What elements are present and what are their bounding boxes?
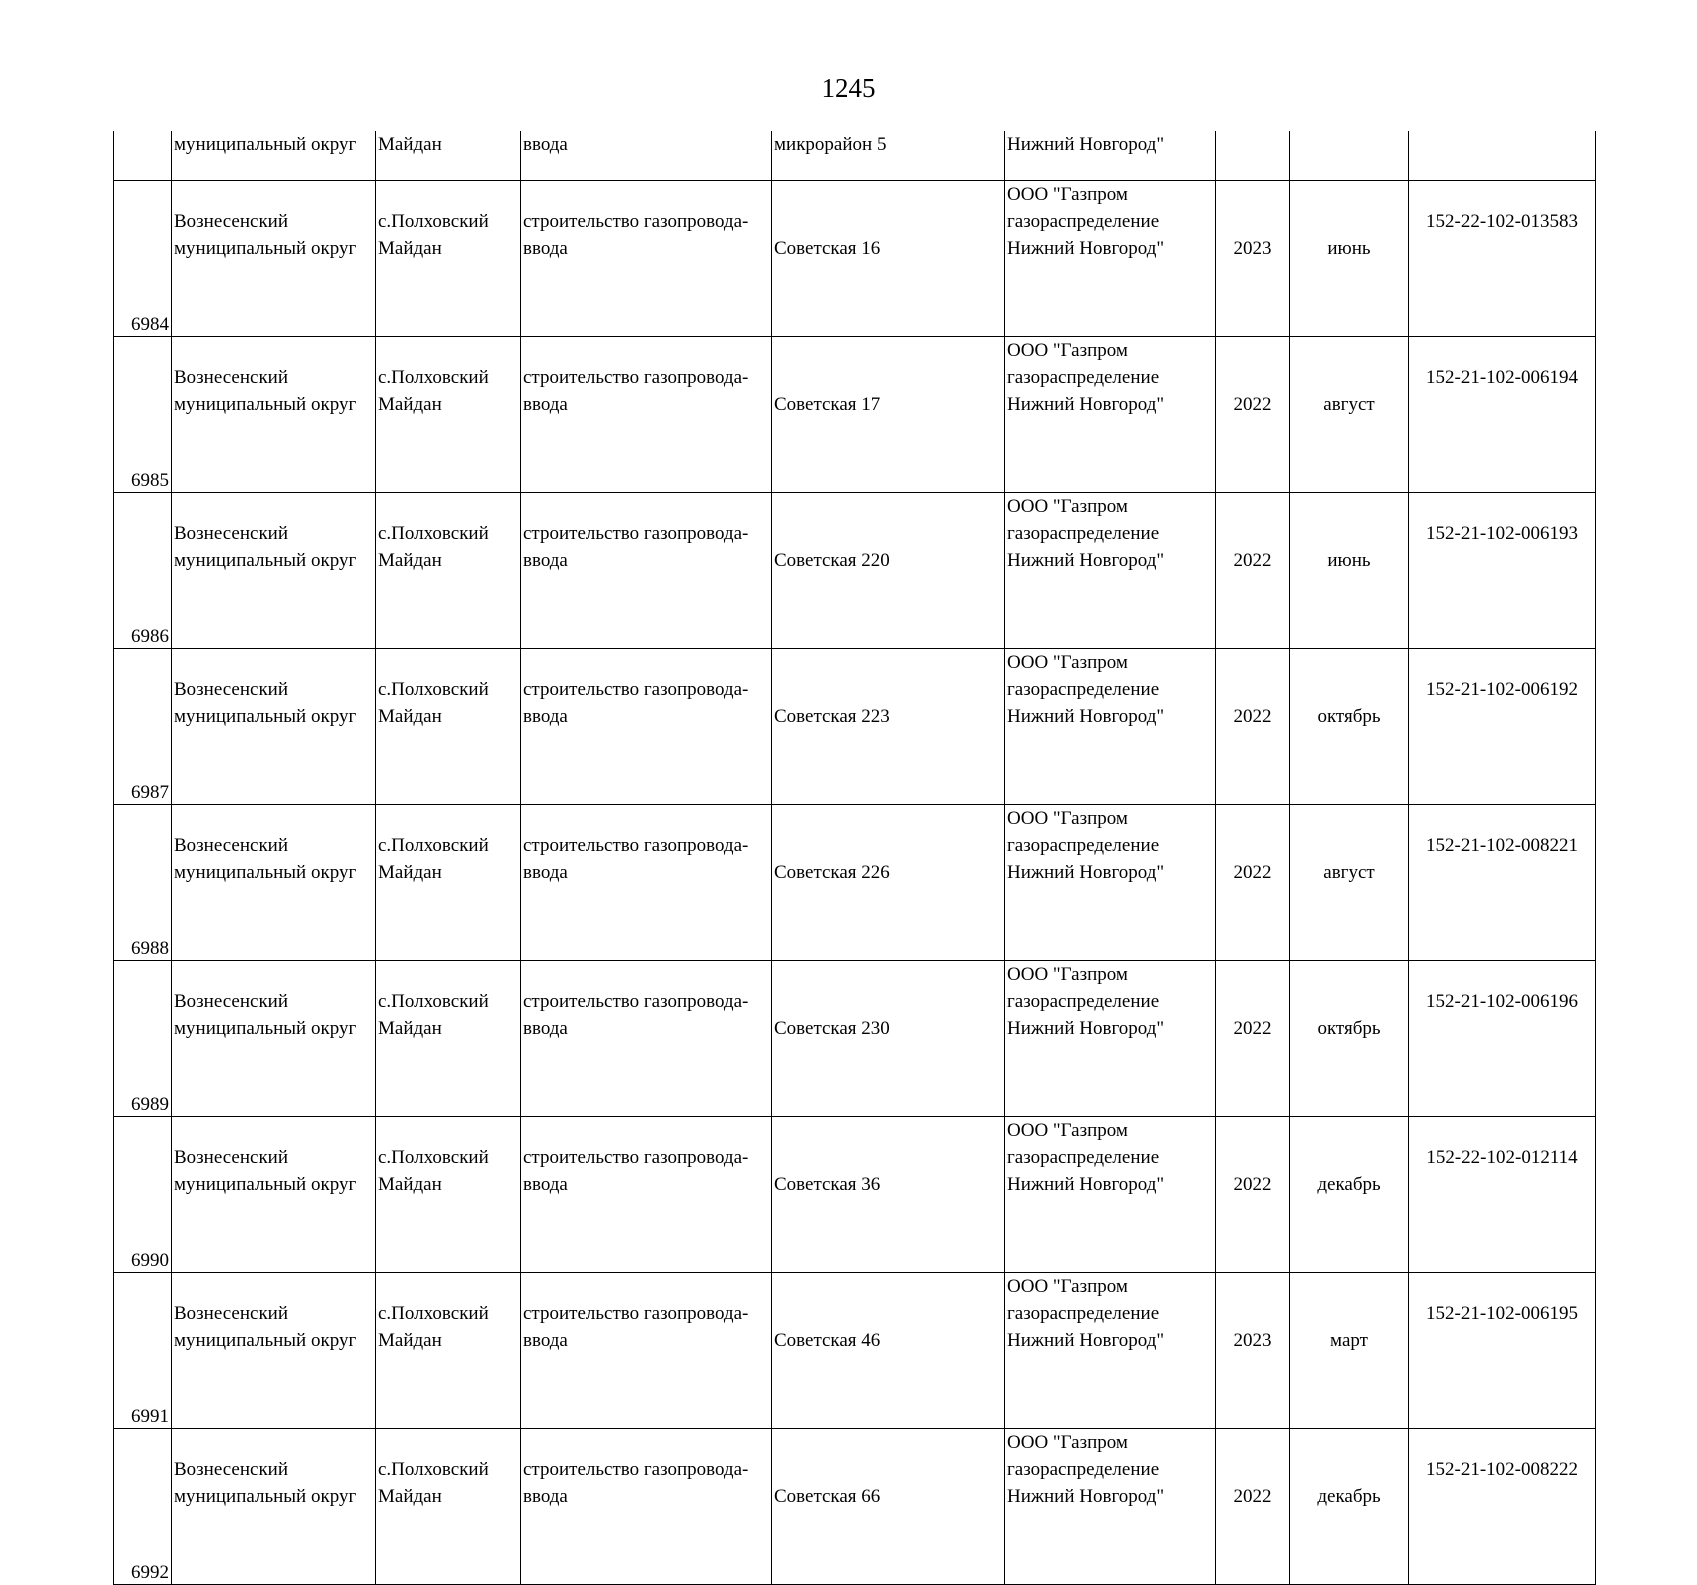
operator-line-3: Нижний Новгород" — [1007, 238, 1165, 259]
work-line-2: ввода — [523, 862, 568, 883]
work-line-2: ввода — [523, 1486, 568, 1507]
work-line-2: ввода — [523, 238, 568, 259]
operator-line-2: газораспределение — [1007, 1459, 1160, 1480]
address-cell — [772, 805, 1005, 961]
month-cell — [1290, 1273, 1409, 1429]
address-cell — [772, 493, 1005, 649]
row-number-cell — [114, 493, 172, 649]
operator-line-2: газораспределение — [1007, 679, 1160, 700]
address-text: Советская 16 — [774, 238, 881, 259]
operator-line-3: Нижний Новгород" — [1007, 862, 1165, 883]
work-type-cell — [521, 649, 772, 805]
work-line-1: строительство газопровода- — [523, 211, 749, 232]
year-cell — [1216, 1429, 1290, 1585]
operator-line-3: Нижний Новгород" — [1007, 394, 1165, 415]
row-number-cell — [114, 337, 172, 493]
district-line-1: Вознесенский — [174, 1459, 289, 1480]
village-line-2: Майдан — [378, 1486, 442, 1507]
address-text: Советская 66 — [774, 1486, 881, 1507]
village-cell — [376, 493, 521, 649]
address-text: Советская 226 — [774, 862, 890, 883]
table-row — [114, 181, 1596, 337]
district-line-2: муниципальный округ — [174, 1018, 357, 1039]
address-cell — [772, 337, 1005, 493]
operator-line-3: Нижний Новгород" — [1007, 1330, 1165, 1351]
district-line-2: муниципальный округ — [174, 550, 357, 571]
operator-line-3: Нижний Новгород" — [1007, 706, 1165, 727]
operator-line-3: Нижний Новгород" — [1007, 1018, 1165, 1039]
address-cell — [772, 1117, 1005, 1273]
code-cell — [1409, 805, 1596, 961]
village-cell — [376, 337, 521, 493]
code-text: 152-21-102-006192 — [1426, 679, 1578, 700]
month-text: август — [1323, 394, 1375, 415]
code-cell — [1409, 1117, 1596, 1273]
row-number-cell — [114, 1273, 172, 1429]
operator-line-2: газораспределение — [1007, 367, 1160, 388]
operator-cell — [1005, 337, 1216, 493]
district-line-2: муниципальный округ — [174, 1486, 357, 1507]
code-cell — [1409, 337, 1596, 493]
table-row — [114, 1117, 1596, 1273]
district-cell: муниципальный округ — [172, 131, 376, 181]
row-number-cell — [114, 1117, 172, 1273]
code-text: 152-21-102-006195 — [1426, 1303, 1578, 1324]
year-text: 2022 — [1233, 394, 1272, 415]
code-text: 152-21-102-008222 — [1426, 1459, 1578, 1480]
address-text: Советская 220 — [774, 550, 890, 571]
work-line-2: ввода — [523, 1174, 568, 1195]
district-cell — [172, 181, 376, 337]
village-line-1: с.Полховский — [378, 523, 489, 544]
address-text: Советская 36 — [774, 1174, 881, 1195]
operator-cell — [1005, 649, 1216, 805]
village-line-2: Майдан — [378, 706, 442, 727]
month-cell — [1290, 805, 1409, 961]
village-line-1: с.Полховский — [378, 1303, 489, 1324]
year-cell — [1216, 649, 1290, 805]
row-number: 6987 — [131, 782, 169, 803]
year-cell — [1216, 131, 1290, 181]
district-cell — [172, 1273, 376, 1429]
year-text: 2022 — [1233, 862, 1272, 883]
month-cell — [1290, 181, 1409, 337]
work-type-cell: ввода — [521, 131, 772, 181]
work-line-1: строительство газопровода- — [523, 991, 749, 1012]
district-line-2: муниципальный округ — [174, 862, 357, 883]
operator-line-3: Нижний Новгород" — [1007, 1174, 1165, 1195]
address-cell — [772, 961, 1005, 1117]
village-line-1: с.Полховский — [378, 1459, 489, 1480]
village-line-2: Майдан — [378, 862, 442, 883]
work-line-1: строительство газопровода- — [523, 523, 749, 544]
work-type-cell — [521, 1117, 772, 1273]
row-number: 6986 — [131, 626, 169, 647]
row-number-cell — [114, 649, 172, 805]
table-row — [114, 1273, 1596, 1429]
operator-cell — [1005, 805, 1216, 961]
gasification-table — [113, 131, 1596, 1585]
operator-line-1: ООО "Газпром — [1007, 1432, 1128, 1453]
year-cell — [1216, 337, 1290, 493]
month-cell — [1290, 131, 1409, 181]
village-cell — [376, 961, 521, 1117]
year-text: 2023 — [1233, 1330, 1272, 1351]
village-line-2: Майдан — [378, 1018, 442, 1039]
district-line-1: Вознесенский — [174, 523, 289, 544]
village-cell — [376, 805, 521, 961]
village-line-2: Майдан — [378, 1330, 442, 1351]
year-text: 2022 — [1233, 550, 1272, 571]
work-type-cell — [521, 337, 772, 493]
district-line-1: Вознесенский — [174, 991, 289, 1012]
district-line-1: Вознесенский — [174, 1303, 289, 1324]
operator-line-1: ООО "Газпром — [1007, 340, 1128, 361]
village-cell: Майдан — [376, 131, 521, 181]
address-text: Советская 230 — [774, 1018, 890, 1039]
village-line-1: с.Полховский — [378, 211, 489, 232]
village-line-2: Майдан — [378, 238, 442, 259]
code-cell — [1409, 181, 1596, 337]
row-number: 6989 — [131, 1094, 169, 1115]
district-line-2: муниципальный округ — [174, 1174, 357, 1195]
month-text: март — [1330, 1330, 1368, 1351]
table-row — [114, 1429, 1596, 1585]
operator-cell — [1005, 961, 1216, 1117]
operator-line-3: Нижний Новгород" — [1007, 550, 1165, 571]
code-text: 152-21-102-006193 — [1426, 523, 1578, 544]
district-cell — [172, 1117, 376, 1273]
row-number: 6992 — [131, 1562, 169, 1583]
row-number-cell — [114, 961, 172, 1117]
operator-line-1: ООО "Газпром — [1007, 496, 1128, 517]
village-line-1: с.Полховский — [378, 679, 489, 700]
year-text: 2022 — [1233, 1486, 1272, 1507]
operator-line-2: газораспределение — [1007, 1303, 1160, 1324]
address-cell — [772, 181, 1005, 337]
district-cell — [172, 961, 376, 1117]
code-cell — [1409, 131, 1596, 181]
work-line-1: строительство газопровода- — [523, 1303, 749, 1324]
district-line-2: муниципальный округ — [174, 394, 357, 415]
month-text: июнь — [1327, 550, 1371, 571]
address-text: Советская 46 — [774, 1330, 881, 1351]
month-text: октябрь — [1317, 706, 1381, 727]
row-number-cell — [114, 1429, 172, 1585]
operator-cell — [1005, 1429, 1216, 1585]
month-cell — [1290, 649, 1409, 805]
year-text: 2022 — [1233, 1174, 1272, 1195]
year-cell — [1216, 1117, 1290, 1273]
district-line-2: муниципальный округ — [174, 1330, 357, 1351]
work-line-2: ввода — [523, 1018, 568, 1039]
row-number-cell — [114, 181, 172, 337]
code-text: 152-22-102-012114 — [1426, 1147, 1578, 1168]
row-number: 6985 — [131, 470, 169, 491]
village-line-2: Майдан — [378, 394, 442, 415]
operator-line-2: газораспределение — [1007, 835, 1160, 856]
month-text: декабрь — [1317, 1174, 1381, 1195]
month-text: август — [1323, 862, 1375, 883]
year-text: 2022 — [1233, 706, 1272, 727]
work-line-2: ввода — [523, 394, 568, 415]
district-cell — [172, 649, 376, 805]
table-row — [114, 805, 1596, 961]
row-number-cell — [114, 805, 172, 961]
work-line-2: ввода — [523, 1330, 568, 1351]
district-cell — [172, 493, 376, 649]
code-text: 152-21-102-006194 — [1426, 367, 1578, 388]
operator-line-1: ООО "Газпром — [1007, 652, 1128, 673]
address-cell — [772, 649, 1005, 805]
code-cell — [1409, 493, 1596, 649]
code-text: 152-21-102-008221 — [1426, 835, 1578, 856]
year-cell — [1216, 1273, 1290, 1429]
village-line-1: с.Полховский — [378, 1147, 489, 1168]
village-cell — [376, 1429, 521, 1585]
code-cell — [1409, 1273, 1596, 1429]
code-cell — [1409, 649, 1596, 805]
village-cell — [376, 181, 521, 337]
operator-cell — [1005, 493, 1216, 649]
code-cell — [1409, 1429, 1596, 1585]
work-type-cell — [521, 805, 772, 961]
district-line-2: муниципальный округ — [174, 706, 357, 727]
village-cell — [376, 1117, 521, 1273]
district-line-1: Вознесенский — [174, 835, 289, 856]
row-number: 6988 — [131, 938, 169, 959]
district-line-1: Вознесенский — [174, 1147, 289, 1168]
year-cell — [1216, 961, 1290, 1117]
district-cell — [172, 805, 376, 961]
work-type-cell — [521, 181, 772, 337]
month-cell — [1290, 493, 1409, 649]
district-cell — [172, 1429, 376, 1585]
operator-line-2: газораспределение — [1007, 991, 1160, 1012]
work-type-cell — [521, 493, 772, 649]
operator-line-2: газораспределение — [1007, 211, 1160, 232]
month-cell — [1290, 1117, 1409, 1273]
year-text: 2023 — [1233, 238, 1272, 259]
village-cell — [376, 649, 521, 805]
work-line-1: строительство газопровода- — [523, 679, 749, 700]
work-type-cell — [521, 1429, 772, 1585]
month-text: октябрь — [1317, 1018, 1381, 1039]
row-number-cell — [114, 131, 172, 181]
work-line-2: ввода — [523, 706, 568, 727]
operator-line-3: Нижний Новгород" — [1007, 1486, 1165, 1507]
work-type-cell — [521, 1273, 772, 1429]
month-text: декабрь — [1317, 1486, 1381, 1507]
operator-line-1: ООО "Газпром — [1007, 964, 1128, 985]
month-cell — [1290, 1429, 1409, 1585]
month-cell — [1290, 961, 1409, 1117]
village-line-1: с.Полховский — [378, 367, 489, 388]
work-type-cell — [521, 961, 772, 1117]
district-line-2: муниципальный округ — [174, 238, 357, 259]
work-line-1: строительство газопровода- — [523, 1459, 749, 1480]
year-cell — [1216, 805, 1290, 961]
table-body — [114, 131, 1596, 1585]
district-line-1: Вознесенский — [174, 211, 289, 232]
row-number: 6991 — [131, 1406, 169, 1427]
district-cell — [172, 337, 376, 493]
operator-cell — [1005, 181, 1216, 337]
table-row-continuation — [114, 131, 1596, 181]
table-row — [114, 961, 1596, 1117]
address-cell — [772, 1273, 1005, 1429]
work-line-1: строительство газопровода- — [523, 367, 749, 388]
address-text: Советская 17 — [774, 394, 881, 415]
district-line-1: Вознесенский — [174, 367, 289, 388]
operator-line-2: газораспределение — [1007, 1147, 1160, 1168]
village-line-1: с.Полховский — [378, 835, 489, 856]
operator-line-1: ООО "Газпром — [1007, 184, 1128, 205]
village-cell — [376, 1273, 521, 1429]
work-line-1: строительство газопровода- — [523, 1147, 749, 1168]
code-text: 152-21-102-006196 — [1426, 991, 1578, 1012]
work-line-1: строительство газопровода- — [523, 835, 749, 856]
page-number: 1245 — [821, 73, 876, 103]
district-line-1: Вознесенский — [174, 679, 289, 700]
month-cell — [1290, 337, 1409, 493]
village-line-2: Майдан — [378, 550, 442, 571]
work-line-2: ввода — [523, 550, 568, 571]
code-cell — [1409, 961, 1596, 1117]
table-row — [114, 493, 1596, 649]
address-cell: микрорайон 5 — [772, 131, 1005, 181]
row-number: 6990 — [131, 1250, 169, 1271]
table-row — [114, 649, 1596, 805]
operator-line-1: ООО "Газпром — [1007, 808, 1128, 829]
month-text: июнь — [1327, 238, 1371, 259]
address-text: Советская 223 — [774, 706, 890, 727]
year-cell — [1216, 181, 1290, 337]
row-number: 6984 — [131, 314, 169, 335]
operator-line-1: ООО "Газпром — [1007, 1276, 1128, 1297]
operator-cell: Нижний Новгород" — [1005, 131, 1216, 181]
village-line-2: Майдан — [378, 1174, 442, 1195]
address-cell — [772, 1429, 1005, 1585]
operator-line-1: ООО "Газпром — [1007, 1120, 1128, 1141]
year-text: 2022 — [1233, 1018, 1272, 1039]
year-cell — [1216, 493, 1290, 649]
code-text: 152-22-102-013583 — [1426, 211, 1578, 232]
village-line-1: с.Полховский — [378, 991, 489, 1012]
operator-cell — [1005, 1117, 1216, 1273]
table-row — [114, 337, 1596, 493]
operator-line-2: газораспределение — [1007, 523, 1160, 544]
operator-cell — [1005, 1273, 1216, 1429]
